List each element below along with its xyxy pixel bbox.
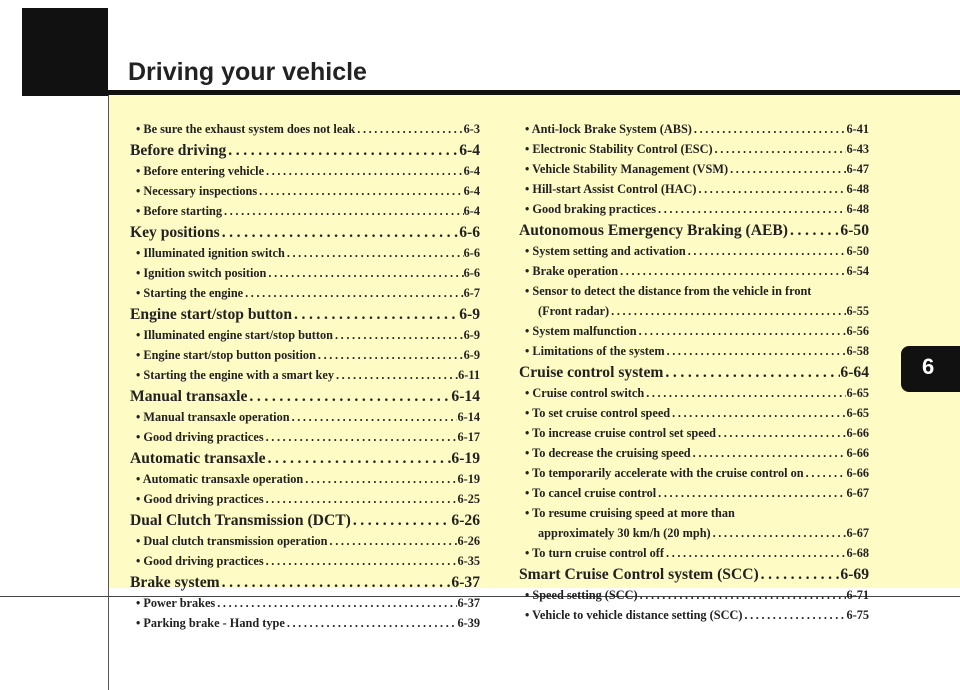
toc-page-number: 6-17 [457, 430, 480, 444]
toc-subsection-entry[interactable] [130, 616, 480, 636]
toc-entry-label: Autonomous Emergency Braking (AEB) [519, 222, 788, 239]
toc-leader-dots [644, 386, 846, 401]
toc-subsection-entry[interactable] [519, 264, 869, 284]
toc-page-number: 6-3 [463, 122, 480, 136]
toc-leader-dots [334, 368, 458, 383]
toc-entry-label: • To set cruise control speed [525, 406, 671, 420]
toc-entry-label: Key positions [130, 224, 220, 241]
toc-subsection-entry[interactable] [519, 304, 869, 324]
toc-entry-label: • Starting the engine [136, 286, 244, 300]
toc-entry-label: Before driving [130, 142, 227, 159]
toc-entry-label: • Before entering vehicle [136, 164, 265, 178]
toc-leader-dots [728, 162, 846, 177]
toc-page-number: 6-58 [846, 344, 869, 358]
toc-leader-dots [670, 406, 846, 421]
toc-subsection-entry[interactable] [519, 546, 869, 566]
toc-subsection-entry[interactable] [519, 142, 869, 162]
toc-leader-dots [618, 264, 846, 279]
toc-page-number: 6-48 [846, 182, 869, 196]
toc-leader-dots [266, 450, 452, 468]
toc-leader-dots [692, 122, 847, 137]
toc-entry-label: • Necessary inspections [136, 184, 258, 198]
toc-entry-label: Smart Cruise Control system (SCC) [519, 566, 759, 583]
toc-page-number: 6-64 [840, 364, 869, 381]
toc-entry-label: (Front radar) [538, 304, 610, 318]
toc-page-number: 6-65 [846, 406, 869, 420]
toc-entry-label: • Manual transaxle operation [136, 410, 290, 424]
toc-subsection-entry[interactable] [519, 182, 869, 202]
toc-entry-label: • Before starting [136, 204, 223, 218]
toc-leader-dots [247, 388, 451, 406]
toc-subsection-entry[interactable] [130, 348, 480, 368]
toc-leader-dots [686, 244, 847, 259]
toc-subsection-entry[interactable] [130, 328, 480, 348]
toc-page-number: 6-26 [451, 512, 480, 529]
toc-leader-dots [257, 184, 463, 199]
toc-leader-dots [664, 546, 846, 561]
toc-leader-dots [637, 324, 847, 339]
toc-section-entry[interactable] [519, 566, 869, 588]
page-title: Driving your vehicle [128, 58, 367, 86]
toc-leader-dots [656, 486, 846, 501]
toc-entry-label: • To increase cruise control set speed [525, 426, 717, 440]
toc-entry-label: Manual transaxle [130, 388, 248, 405]
toc-subsection-entry[interactable] [130, 368, 480, 388]
toc-page-number: 6-56 [846, 324, 869, 338]
toc-entry-label: • Vehicle Stability Management (VSM) [525, 162, 729, 176]
toc-page-number: 6-41 [846, 122, 869, 136]
toc-leader-dots [266, 266, 463, 281]
toc-page-number: 6-35 [457, 554, 480, 568]
toc-subsection-entry[interactable] [130, 410, 480, 430]
toc-page-number: 6-37 [457, 596, 480, 610]
toc-leader-dots [691, 446, 847, 461]
toc-subsection-entry[interactable] [519, 324, 869, 344]
toc-subsection-entry[interactable] [519, 486, 869, 506]
toc-entry-label: • Electronic Stability Control (ESC) [525, 142, 713, 156]
margin-divider-vertical [108, 95, 109, 690]
toc-page-number: 6-71 [846, 588, 869, 602]
toc-page-number: 6-54 [846, 264, 869, 278]
toc-subsection-entry[interactable] [130, 492, 480, 512]
toc-right-column [519, 122, 869, 628]
toc-leader-dots [716, 426, 846, 441]
toc-page-number: 6-55 [846, 304, 869, 318]
toc-entry-label: • Limitations of the system [525, 344, 665, 358]
toc-entry-label: • Automatic transaxle operation [136, 472, 304, 486]
toc-page-number: 6-7 [463, 286, 480, 300]
toc-page-number: 6-69 [840, 566, 869, 583]
toc-page-number: 6-66 [846, 466, 869, 480]
toc-entry-label: • Anti-lock Brake System (ABS) [525, 122, 692, 136]
toc-leader-dots [656, 202, 846, 217]
toc-entry-label: • Be sure the exhaust system does not leak [136, 122, 356, 136]
toc-entry-label: • Good driving practices [136, 492, 264, 506]
toc-leader-dots [290, 410, 458, 425]
toc-entry-label: • Engine start/stop button position [136, 348, 316, 362]
toc-left-column [130, 122, 480, 636]
toc-leader-dots [638, 588, 847, 603]
toc-subsection-entry[interactable] [519, 162, 869, 182]
toc-entry-label: • Good driving practices [136, 430, 264, 444]
toc-section-entry[interactable] [130, 306, 480, 328]
toc-entry-label: • Cruise control switch [525, 386, 645, 400]
toc-section-entry[interactable] [130, 574, 480, 596]
header-black-tab [22, 8, 108, 96]
toc-leader-dots [696, 182, 846, 197]
toc-entry-wrapped-line[interactable]: • Sensor to detect the distance from the vehicle in front [525, 284, 812, 298]
toc-section-entry[interactable] [130, 388, 480, 410]
toc-leader-dots [759, 566, 841, 584]
toc-entry-label: approximately 30 km/h (20 mph) [538, 526, 711, 540]
toc-subsection-entry[interactable] [519, 446, 869, 466]
toc-page-number: 6-19 [457, 472, 480, 486]
toc-subsection-entry[interactable] [519, 426, 869, 446]
toc-subsection-entry[interactable] [519, 344, 869, 364]
toc-subsection-entry[interactable] [519, 202, 869, 222]
toc-entry-label: Dual Clutch Transmission (DCT) [130, 512, 351, 529]
toc-subsection-entry[interactable] [519, 244, 869, 264]
toc-page-number: 6-66 [846, 426, 869, 440]
toc-leader-dots [303, 472, 457, 487]
toc-subsection-entry[interactable] [130, 554, 480, 574]
toc-page-number: 6-14 [451, 388, 480, 405]
toc-leader-dots [711, 526, 847, 541]
toc-leader-dots [788, 222, 840, 240]
toc-page-number: 6-67 [846, 526, 869, 540]
toc-page-number: 6-50 [840, 222, 869, 239]
toc-page-number: 6-75 [846, 608, 869, 622]
toc-entry-label: • Good driving practices [136, 554, 264, 568]
toc-subsection-entry[interactable] [519, 608, 869, 628]
chapter-number: 6 [922, 354, 935, 379]
toc-subsection-entry[interactable] [130, 430, 480, 450]
toc-leader-dots [316, 348, 464, 363]
toc-leader-dots [222, 204, 464, 219]
toc-section-entry[interactable] [130, 450, 480, 472]
toc-leader-dots [264, 430, 458, 445]
toc-leader-dots [333, 328, 464, 343]
toc-section-entry[interactable] [130, 224, 480, 246]
toc-leader-dots [264, 554, 458, 569]
toc-subsection-entry[interactable] [130, 472, 480, 492]
toc-entry-label: Brake system [130, 574, 220, 591]
toc-entry-label: • System setting and activation [525, 244, 686, 258]
toc-subsection-entry[interactable] [519, 386, 869, 406]
toc-leader-dots [804, 466, 847, 481]
toc-subsection-entry[interactable] [130, 204, 480, 224]
toc-page-number: 6-50 [846, 244, 869, 258]
toc-subsection-entry[interactable] [130, 286, 480, 306]
toc-entry-label: • Speed setting (SCC) [525, 588, 638, 602]
toc-leader-dots [609, 304, 846, 319]
toc-page-number: 6-9 [459, 306, 480, 323]
toc-entry-wrapped-line[interactable]: • To resume cruising speed at more than [525, 506, 735, 520]
toc-entry-label: • System malfunction [525, 324, 637, 338]
toc-page-number: 6-9 [463, 328, 480, 342]
toc-entry-label: • Brake operation [525, 264, 619, 278]
toc-entry-label: • Hill-start Assist Control (HAC) [525, 182, 697, 196]
toc-entry-label: • Parking brake - Hand type [136, 616, 285, 630]
toc-entry-label: Cruise control system [519, 364, 664, 381]
toc-page-number: 6-68 [846, 546, 869, 560]
toc-subsection-entry[interactable] [519, 122, 869, 142]
toc-page-number: 6-6 [463, 246, 480, 260]
toc-page-number: 6-6 [459, 224, 480, 241]
toc-page-number: 6-4 [463, 184, 480, 198]
toc-leader-dots [226, 142, 459, 160]
toc-leader-dots [328, 534, 458, 549]
toc-leader-dots [243, 286, 463, 301]
toc-leader-dots [292, 306, 459, 324]
toc-leader-dots [355, 122, 463, 137]
toc-leader-dots [264, 492, 458, 507]
toc-entry-label: Automatic transaxle [130, 450, 266, 467]
toc-subsection-entry[interactable] [519, 526, 869, 546]
toc-page-number: 6-48 [846, 202, 869, 216]
toc-entry-label: Engine start/stop button [130, 306, 293, 323]
toc-page-number: 6-4 [463, 204, 480, 218]
toc-entry-label: • Illuminated ignition switch [136, 246, 285, 260]
toc-subsection-entry[interactable] [130, 266, 480, 286]
toc-leader-dots [665, 344, 847, 359]
toc-leader-dots [285, 616, 458, 631]
toc-page-number: 6-4 [463, 164, 480, 178]
toc-page-number: 6-25 [457, 492, 480, 506]
toc-entry-label: • Power brakes [136, 596, 216, 610]
toc-page-number: 6-4 [459, 142, 480, 159]
toc-page-number: 6-9 [463, 348, 480, 362]
toc-entry-label: • To temporarily accelerate with the cruise control on [525, 466, 804, 480]
toc-page-number: 6-14 [457, 410, 480, 424]
toc-subsection-entry[interactable] [130, 122, 480, 142]
toc-entry-label: • Starting the engine with a smart key [136, 368, 334, 382]
toc-leader-dots [351, 512, 452, 530]
toc-subsection-entry[interactable] [130, 184, 480, 204]
toc-subsection-entry[interactable] [519, 406, 869, 426]
toc-subsection-entry[interactable] [519, 588, 869, 608]
toc-subsection-entry[interactable] [130, 246, 480, 266]
toc-entry-label: • To turn cruise control off [525, 546, 665, 560]
toc-entry-label: • To cancel cruise control [525, 486, 657, 500]
toc-subsection-entry[interactable] [519, 466, 869, 486]
toc-leader-dots [285, 246, 464, 261]
toc-entry-label: • To decrease the cruising speed [525, 446, 691, 460]
toc-subsection-entry[interactable] [130, 534, 480, 554]
toc-entry-label: • Ignition switch position [136, 266, 267, 280]
toc-section-entry[interactable] [519, 222, 869, 244]
toc-entry-label: • Dual clutch transmission operation [136, 534, 328, 548]
toc-page-number: 6-67 [846, 486, 869, 500]
toc-leader-dots [742, 608, 846, 623]
toc-entry-label: • Good braking practices [525, 202, 657, 216]
toc-page-number: 6-47 [846, 162, 869, 176]
toc-page-number: 6-26 [457, 534, 480, 548]
toc-section-entry[interactable] [130, 142, 480, 164]
toc-page-number: 6-6 [463, 266, 480, 280]
toc-page-number: 6-11 [458, 368, 480, 382]
toc-leader-dots [264, 164, 464, 179]
toc-section-entry[interactable] [130, 512, 480, 534]
toc-section-entry[interactable] [519, 364, 869, 386]
toc-leader-dots [215, 596, 457, 611]
toc-leader-dots [663, 364, 840, 382]
toc-page-number: 6-65 [846, 386, 869, 400]
toc-page-number: 6-37 [451, 574, 480, 591]
toc-page-number: 6-39 [457, 616, 480, 630]
toc-leader-dots [220, 224, 460, 242]
toc-entry-label: • Illuminated engine start/stop button [136, 328, 333, 342]
toc-leader-dots [713, 142, 847, 157]
toc-subsection-entry[interactable] [130, 164, 480, 184]
toc-page-number: 6-19 [451, 450, 480, 467]
toc-subsection-entry[interactable] [130, 596, 480, 616]
toc-entry-label: • Vehicle to vehicle distance setting (SCC) [525, 608, 743, 622]
toc-page-number: 6-43 [846, 142, 869, 156]
toc-page-number: 6-66 [846, 446, 869, 460]
toc-leader-dots [220, 574, 452, 592]
